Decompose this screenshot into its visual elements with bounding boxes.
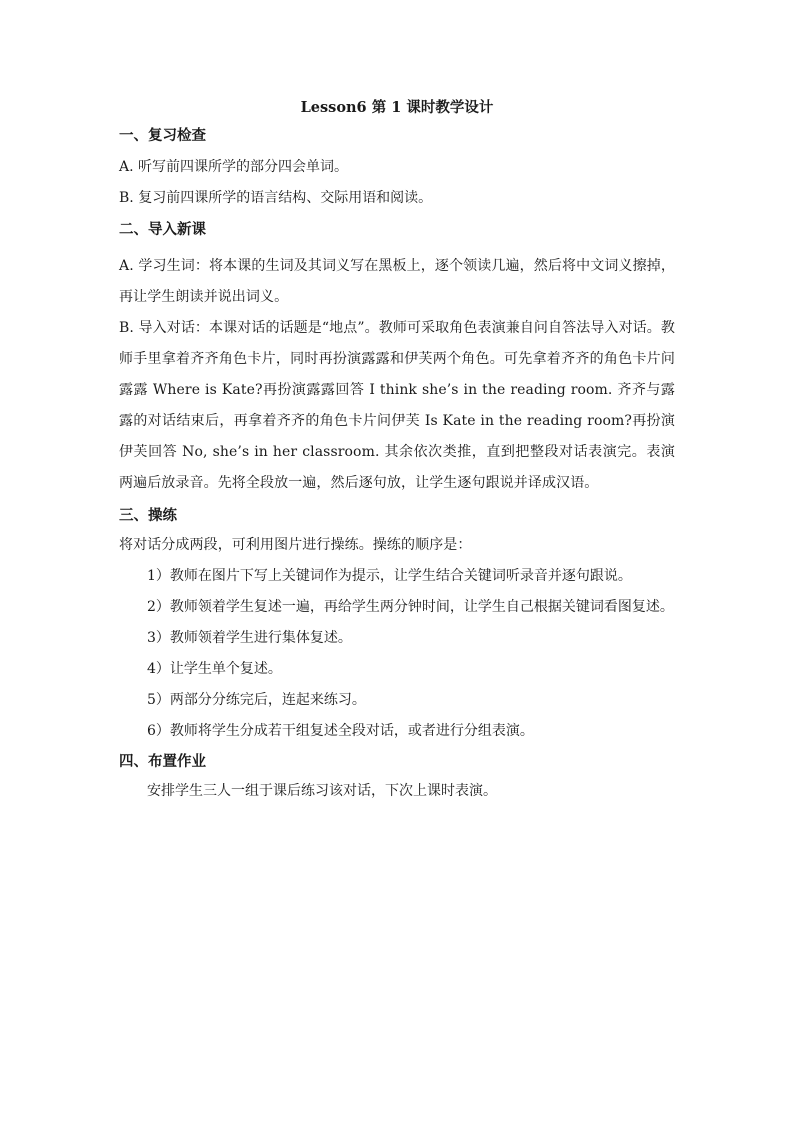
practice-step-1: 1）教师在图片下写上关键词作为提示，让学生结合关键词听录音并逐句跟说。 <box>147 568 632 584</box>
practice-step-3: 3）教师领着学生进行集体复述。 <box>147 630 352 646</box>
section-homework <box>119 751 675 807</box>
section-heading-review: 一、复习检查 <box>119 127 206 144</box>
section-heading-practice: 三、操练 <box>119 507 177 524</box>
document-page <box>119 98 675 807</box>
practice-step-4: 4）让学生单个复述。 <box>147 661 282 677</box>
practice-step-2: 2）教师领着学生复述一遍，再给学生两分钟时间，让学生自己根据关键词看图复述。 <box>147 599 674 615</box>
homework-text: 安排学生三人一组于课后练习该对话，下次上课时表演。 <box>147 783 497 799</box>
review-item-a: A. 听写前四课所学的部分四会单词。 <box>119 159 349 175</box>
practice-step-6: 6）教师将学生分成若干组复述全段对话，或者进行分组表演。 <box>147 723 534 739</box>
section-practice <box>119 505 675 747</box>
document-title: Lesson6 第 1 课时教学设计 <box>300 99 494 116</box>
intro-item-b: B. 导入对话：本课对话的话题是“地点”。教师可采取角色表演兼自问自答法导入对话。教师手里拿着齐齐角色卡片，同时再扮演露露和伊芙两个角色。可先拿着齐齐的角色卡片问露露 Where is Kate?再扮演露露回答 I think she’s in the reading room. 齐齐与露露的对话结束后，再拿着齐齐的角色卡片问伊芙 Is Kate in the reading room?再扮演伊芙回答 No, she’s in her classroom. 其余依次类推，直到把整段对话表演完。表演两遍后放录音。先将全段放一遍，然后逐句放，让学生逐句跟说并译成汉语。 <box>119 320 675 491</box>
practice-step-5: 5）两部分分练完后，连起来练习。 <box>147 692 366 708</box>
section-heading-intro: 二、导入新课 <box>119 221 206 238</box>
intro-item-a: A. 学习生词：将本课的生词及其词义写在黑板上，逐个领读几遍，然后将中文词义擦掉，再让学生朗读并说出词义。 <box>119 258 675 305</box>
review-item-b: B. 复习前四课所学的语言结构、交际用语和阅读。 <box>119 190 433 206</box>
section-intro <box>119 219 675 499</box>
practice-intro: 将对话分成两段，可利用图片进行操练。操练的顺序是： <box>119 537 472 553</box>
section-review <box>119 125 675 209</box>
section-heading-homework: 四、布置作业 <box>119 753 206 770</box>
